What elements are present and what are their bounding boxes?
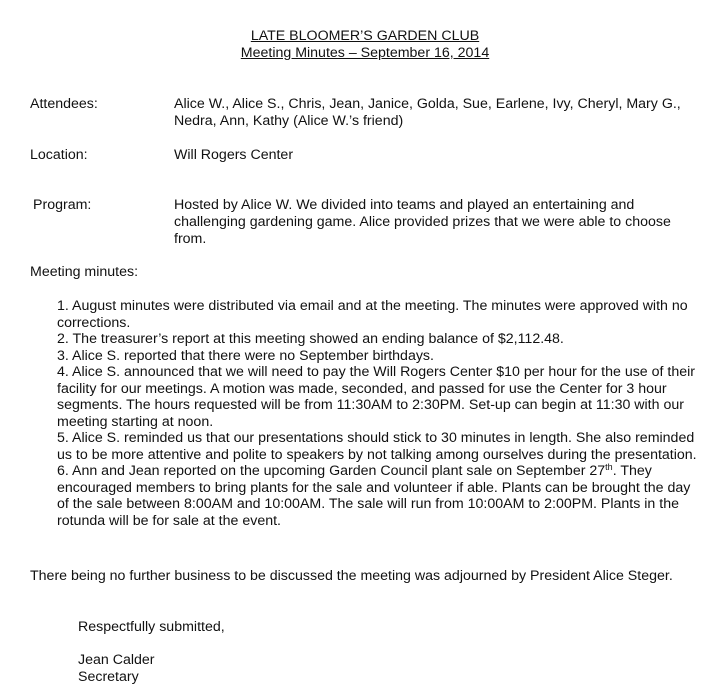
attendees-label: Attendees:: [30, 96, 98, 112]
minutes-list: [57, 298, 702, 529]
club-name-title: LATE BLOOMER’S GARDEN CLUB: [250, 28, 480, 44]
minutes-item: 5. Alice S. reminded us that our presentations should stick to 30 minutes in length. She also reminded us to be more attentive and polite to speakers by not talking among ourselves during the presentation.: [57, 430, 697, 463]
secretary-title: Secretary: [78, 669, 139, 685]
minutes-item: 4. Alice S. announced that we will need to pay the Will Rogers Center $10 per hour for the use of their facility for our meetings. A motion was made, seconded, and passed for use the Center for 3 hour segments. The hours requested will be from 11:30AM to 2:30PM. Set-up can begin at 11:30 with our meeting starting at noon.: [57, 364, 696, 430]
secretary-name: Jean Calder: [78, 652, 155, 668]
location-label: Location:: [30, 147, 88, 163]
minutes-item: 2. The treasurer’s report at this meeting showed an ending balance of $2,112.48.: [57, 331, 564, 347]
location-value: Will Rogers Center: [174, 147, 294, 163]
minutes-item: 1. August minutes were distributed via email and at the meeting. The minutes were approved with no corrections.: [57, 298, 688, 331]
plant-sale-text-end: . They encouraged members to bring plants for the sale and volunteer if able. Plants can be brought the day of the sale between 8:00AM and 10:00AM. The sale will run from 10:00AM to 2:00PM. Plants in the rotunda will be for sale at the event.: [57, 463, 691, 529]
plant-sale-text-start: 6. Ann and Jean reported on the upcoming Garden Council plant sale on September 27: [57, 463, 606, 479]
minutes-item: 3. Alice S. reported that there were no September birthdays.: [57, 347, 434, 364]
minutes-item-plant-sale: [57, 463, 702, 529]
program-value: Hosted by Alice W. We divided into teams and played an entertaining and challenging gardening game. Alice provided prizes that we were able to choose from.: [174, 197, 671, 247]
closing-statement: There being no further business to be discussed the meeting was adjourned by President Alice Steger.: [30, 568, 673, 584]
sign-off: Respectfully submitted,: [78, 619, 225, 635]
meeting-date-subtitle: Meeting Minutes – September 16, 2014: [240, 45, 490, 61]
meeting-minutes-label: Meeting minutes:: [30, 264, 139, 280]
attendees-value: Alice W., Alice S., Chris, Jean, Janice, Golda, Sue, Earlene, Ivy, Cheryl, Mary G., Nedra, Ann, Kathy (Alice W.’s friend): [174, 96, 681, 129]
program-label: Program:: [33, 197, 92, 213]
ordinal-suffix: th: [605, 462, 613, 472]
